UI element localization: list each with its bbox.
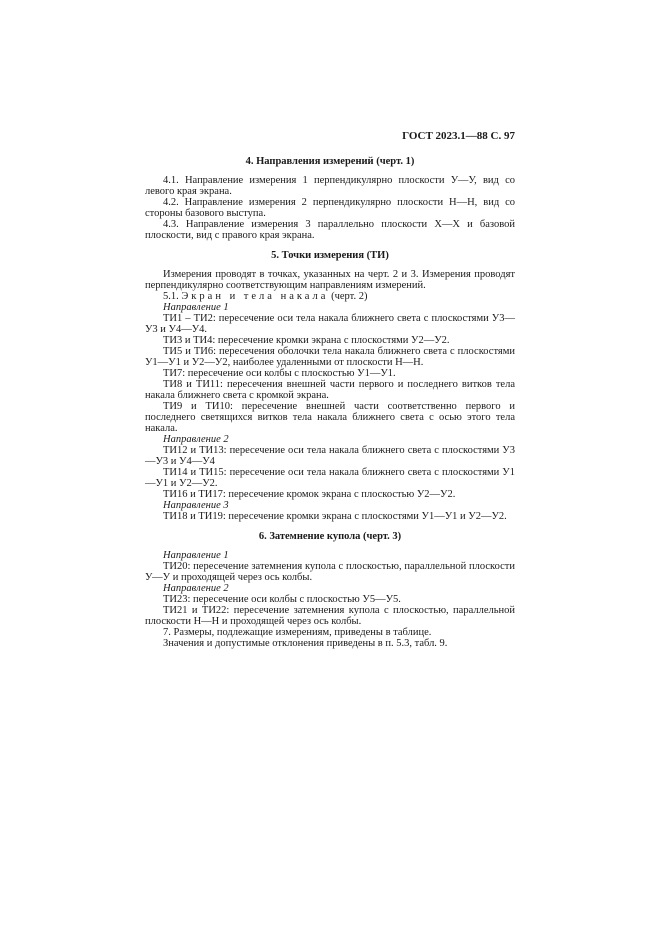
para-ti9: ТИ9 и ТИ10: пересечение внешней части соответственно первого и последнего светящихся витков тела накала ближнего света с осью этого тела накала.: [145, 401, 515, 434]
para-ti7: ТИ7: пересечение оси колбы с плоскостью У1—У1.: [163, 368, 396, 379]
direction-3-label: Направление 3: [163, 500, 229, 511]
para-4-1: 4.1. Направление измерения 1 перпендикулярно плоскости У—У, вид со левого края экрана.: [145, 175, 515, 197]
para-5-intro: Измерения проводят в точках, указанных на черт. 2 и 3. Измерения проводят перпендикулярно соответствующим направлениям измерений.: [145, 269, 515, 291]
para-ti14: ТИ14 и ТИ15: пересечение оси тела накала ближнего света с плоскостями У1—У1 и У2—У2.: [145, 467, 515, 489]
para-ti16: ТИ16 и ТИ17: пересечение кромок экрана с плоскостью У2—У2.: [163, 489, 456, 500]
para-ti12: ТИ12 и ТИ13: пересечение оси тела накала ближнего света с плоскостями У3—У3 и У4—У4: [145, 445, 515, 467]
para-5-1-spaced-title: Экран и тела накала: [181, 291, 329, 302]
para-8: Значения и допустимые отклонения приведены в п. 5.3, табл. 9.: [163, 638, 448, 649]
para-7: 7. Размеры, подлежащие измерениям, приведены в таблице.: [163, 627, 432, 638]
para-5-1-number: 5.1.: [163, 291, 179, 302]
section-6-title: 6. Затемнение купола (черт. 3): [258, 531, 402, 542]
document-page: [145, 131, 515, 649]
para-5-1: [145, 291, 515, 302]
para-ti23: ТИ23: пересечение оси колбы с плоскостью У5—У5.: [163, 594, 401, 605]
para-ti1: ТИ1 – ТИ2: пересечение оси тела накала ближнего света с плоскостями У3—У3 и У4—У4.: [145, 313, 515, 335]
s6-direction-1-label: Направление 1: [163, 550, 229, 561]
para-ti8: ТИ8 и ТИ11: пересечения внешней части первого и последнего витков тела накала ближнего света с кромкой экрана.: [145, 379, 515, 401]
s6-direction-2-label: Направление 2: [163, 583, 229, 594]
para-ti18: ТИ18 и ТИ19: пересечение кромки экрана с плоскостями У1—У1 и У2—У2.: [163, 511, 507, 522]
para-4-2: 4.2. Направление измерения 2 перпендикулярно плоскости Н—Н, вид со стороны базового выступа.: [145, 197, 515, 219]
section-5-title: 5. Точки измерения (ТИ): [271, 250, 389, 261]
para-ti20: ТИ20: пересечение затемнения купола с плоскостью, параллельной плоскости У—У и проходящей через ось колбы.: [145, 561, 515, 583]
direction-2-label: Направление 2: [163, 434, 229, 445]
para-ti5: ТИ5 и ТИ6: пересечения оболочки тела накала ближнего света с плоскостями У1—У1 и У2—У2, наиболее удаленными от плоскости Н—Н.: [145, 346, 515, 368]
page-header: ГОСТ 2023.1—88 С. 97: [402, 130, 515, 142]
direction-1-label: Направление 1: [163, 302, 229, 313]
section-4-title: 4. Направления измерений (черт. 1): [245, 156, 415, 167]
para-5-1-ref: (черт. 2): [331, 291, 368, 302]
para-ti3: ТИ3 и ТИ4: пересечение кромки экрана с плоскостями У2—У2.: [163, 335, 450, 346]
para-ti21: ТИ21 и ТИ22: пересечение затемнения купола с плоскостью, параллельной плоскости Н—Н и проходящей через ось колбы.: [145, 605, 515, 627]
para-4-3: 4.3. Направление измерения 3 параллельно плоскости Х—Х и базовой плоскости, вид с правого края экрана.: [145, 219, 515, 241]
